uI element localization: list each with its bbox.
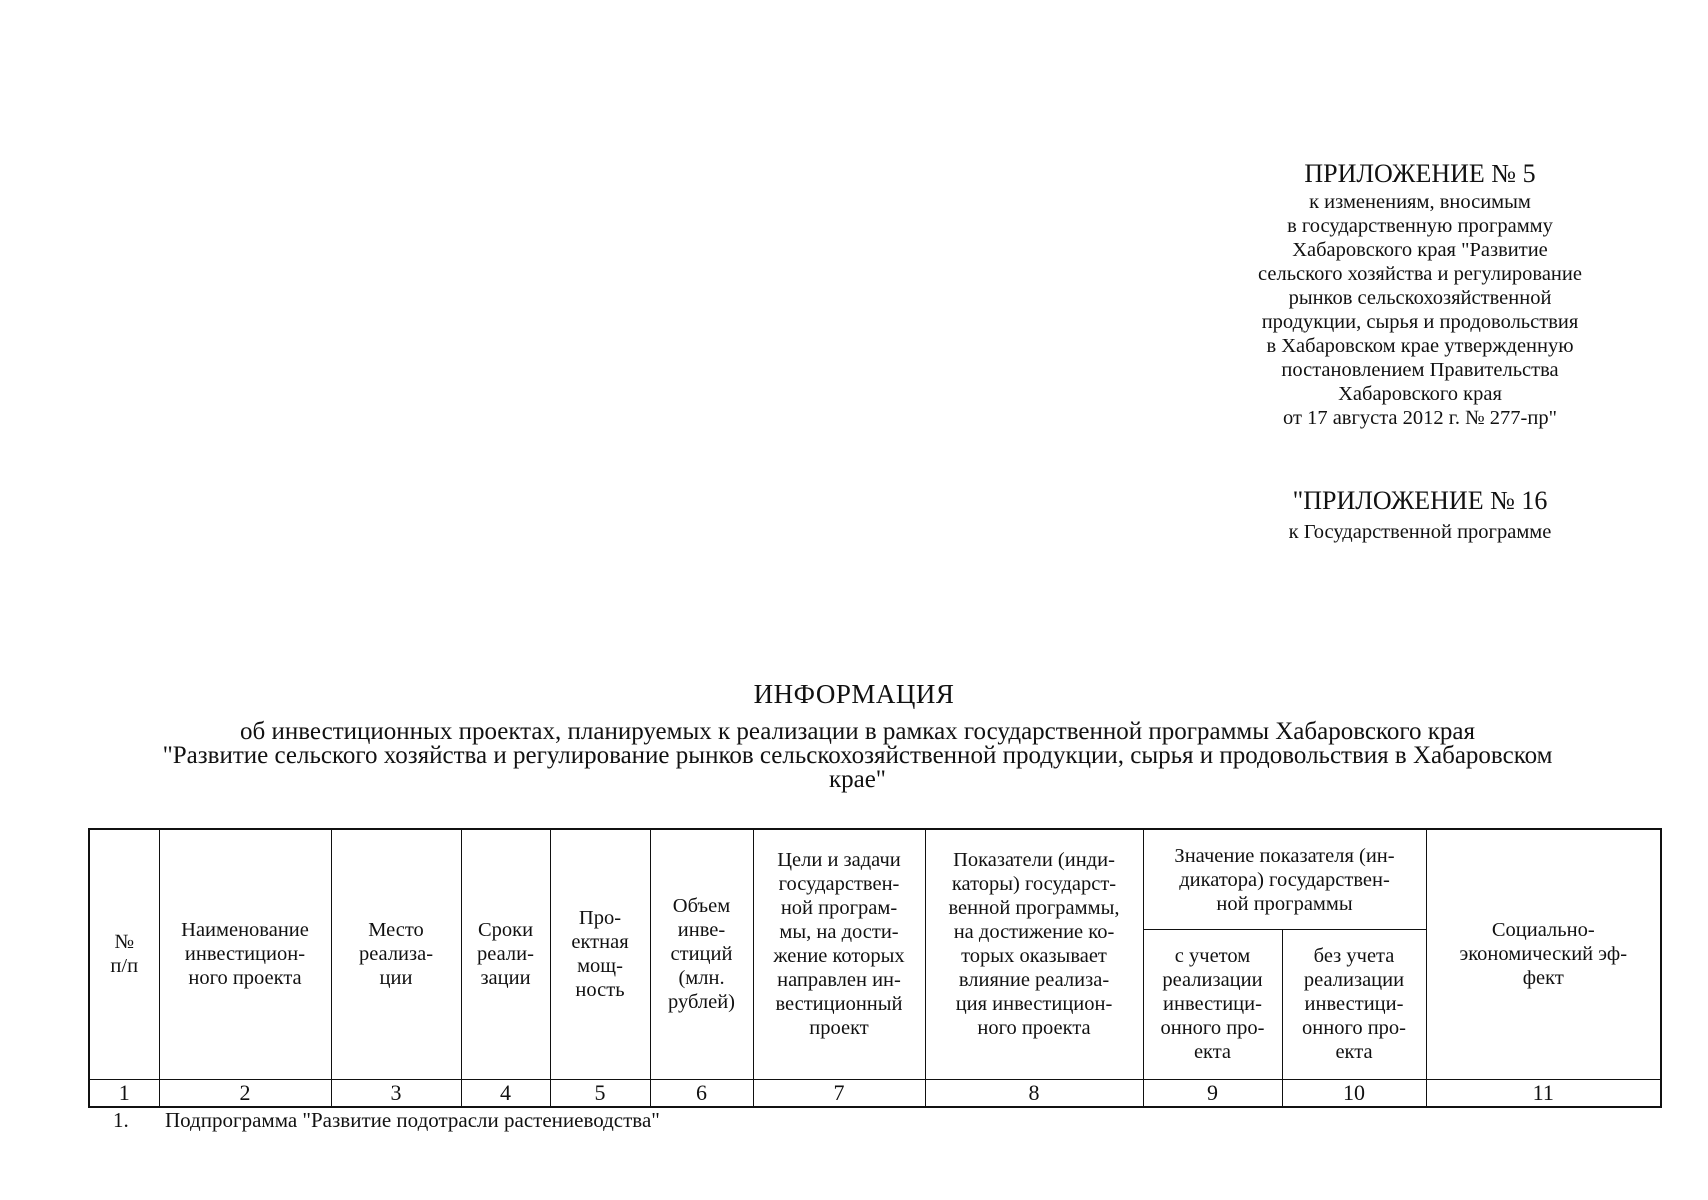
header-line: направлен ин- <box>777 969 901 991</box>
appendix-5-line: рынков сельскохозяйственной <box>1288 287 1552 309</box>
header-line: Показатели (инди- <box>953 849 1115 871</box>
header-line: дикатора) государствен- <box>1179 869 1390 891</box>
appendix-5-block <box>1190 158 1650 430</box>
header-indicator-value-group <box>1143 829 1426 929</box>
header-line: реализации <box>1303 969 1405 991</box>
header-line: инве- <box>677 919 726 942</box>
appendix-5-title: ПРИЛОЖЕНИЕ № 5 <box>1304 159 1536 188</box>
header-line: Место <box>368 919 424 942</box>
header-line: № <box>114 931 135 954</box>
appendix-16-title: "ПРИЛОЖЕНИЕ № 16 <box>1292 486 1548 515</box>
header-line: рублей) <box>667 991 735 1014</box>
header-capacity <box>550 829 650 1079</box>
appendix-5-line: Хабаровского края "Развитие <box>1292 239 1548 261</box>
header-line: венной программы, <box>948 897 1120 919</box>
header-line: мощ- <box>577 955 623 978</box>
appendix-16-subtitle: к Государственной программе <box>1288 521 1552 543</box>
header-line: экономический эф- <box>1459 943 1628 966</box>
header-line: без учета <box>1313 945 1395 967</box>
column-number-cell: 1 <box>89 1079 159 1107</box>
header-line: влияние реализа- <box>958 969 1110 991</box>
section-row <box>113 1107 660 1133</box>
header-line: инвестицион- <box>184 943 306 966</box>
header-line: ность <box>575 979 625 1002</box>
header-line: зации <box>480 967 531 990</box>
document-subtitle-line: об инвестиционных проектах, планируемых к реализации в рамках государственной программы Хабаровского края <box>240 718 1475 745</box>
header-line: государствен- <box>778 873 900 895</box>
header-project-name <box>159 829 331 1079</box>
header-line: Наименование <box>181 919 309 942</box>
header-line: фект <box>1522 967 1564 990</box>
header-line: реали- <box>477 943 534 966</box>
header-line: Цели и задачи <box>777 849 901 871</box>
header-line: Объем <box>672 895 731 918</box>
header-line: реализации <box>1162 969 1263 991</box>
investment-projects-table <box>88 828 1662 1108</box>
appendix-5-line: сельского хозяйства и регулирование <box>1258 263 1582 285</box>
header-location <box>331 829 461 1079</box>
column-number-cell: 2 <box>159 1079 331 1107</box>
header-line: Социально- <box>1491 919 1595 942</box>
section-number: 1. <box>113 1108 129 1132</box>
header-line: ектная <box>571 931 629 954</box>
document-subtitle <box>55 720 1660 792</box>
section-label: Подпрограмма "Развитие подотрасли растениеводства" <box>165 1108 660 1132</box>
column-number-row <box>89 1079 1661 1107</box>
document-subtitle-line: крае" <box>828 766 887 793</box>
header-line: ного проекта <box>977 1017 1091 1039</box>
document-title: ИНФОРМАЦИЯ <box>753 679 955 709</box>
header-line: с учетом <box>1174 945 1251 967</box>
header-line: жение которых <box>773 945 905 967</box>
header-line: стиций <box>670 943 733 966</box>
header-line: ции <box>379 967 413 990</box>
column-number-cell: 5 <box>550 1079 650 1107</box>
header-line: реализа- <box>358 943 434 966</box>
column-number-cell: 7 <box>753 1079 925 1107</box>
header-line: Сроки <box>477 919 534 942</box>
header-line: Про- <box>578 907 622 930</box>
header-line: ной програм- <box>780 897 898 919</box>
header-line: ной программы <box>1216 893 1353 915</box>
header-line: торых оказывает <box>961 945 1107 967</box>
header-without-project <box>1282 929 1426 1079</box>
appendix-16-block <box>1190 485 1650 547</box>
header-number <box>89 829 159 1079</box>
column-number-cell: 11 <box>1426 1079 1661 1107</box>
header-line: екта <box>1335 1041 1373 1063</box>
header-line: Значение показателя (ин- <box>1174 845 1395 867</box>
header-social-economic-effect <box>1426 829 1661 1079</box>
header-investment-volume <box>650 829 753 1079</box>
header-line: онного про- <box>1160 1017 1265 1039</box>
header-line: п/п <box>110 955 139 978</box>
column-number-cell: 10 <box>1282 1079 1426 1107</box>
column-number-cell: 3 <box>331 1079 461 1107</box>
header-line: каторы) государст- <box>951 873 1117 895</box>
header-line: инвестици- <box>1304 993 1404 1015</box>
appendix-5-line: в Хабаровском крае утвержденную <box>1266 335 1574 357</box>
header-with-project <box>1143 929 1282 1079</box>
column-number-cell: 6 <box>650 1079 753 1107</box>
header-line: мы, на дости- <box>779 921 899 943</box>
column-number-cell: 4 <box>461 1079 550 1107</box>
header-line: онного про- <box>1302 1017 1407 1039</box>
appendix-5-line: продукции, сырья и продовольствия <box>1261 311 1579 333</box>
column-number-cell: 9 <box>1143 1079 1282 1107</box>
appendix-5-line: в государственную программу <box>1287 215 1553 237</box>
header-line: ция инвестицион- <box>955 993 1113 1015</box>
document-subtitle-line: "Развитие сельского хозяйства и регулирование рынков сельскохозяйственной продукции, сырья и продовольствия в Хабаровском <box>162 742 1553 769</box>
appendix-5-line: к изменениям, вносимым <box>1309 191 1531 213</box>
appendix-5-line: от 17 августа 2012 г. № 277-пр" <box>1283 407 1557 429</box>
header-line: на достижение ко- <box>953 921 1115 943</box>
appendix-5-line: постановлением Правительства <box>1281 359 1559 381</box>
header-line: вестиционный <box>775 993 903 1015</box>
header-timing <box>461 829 550 1079</box>
appendix-5-line: Хабаровского края <box>1338 383 1502 405</box>
header-line: инвестици- <box>1163 993 1262 1015</box>
header-line: ного проекта <box>188 967 302 990</box>
header-line: проект <box>809 1017 869 1039</box>
header-line: (млн. <box>678 967 725 990</box>
header-line: екта <box>1193 1041 1232 1063</box>
column-number-cell: 8 <box>925 1079 1143 1107</box>
header-goals <box>753 829 925 1079</box>
header-indicators <box>925 829 1143 1079</box>
